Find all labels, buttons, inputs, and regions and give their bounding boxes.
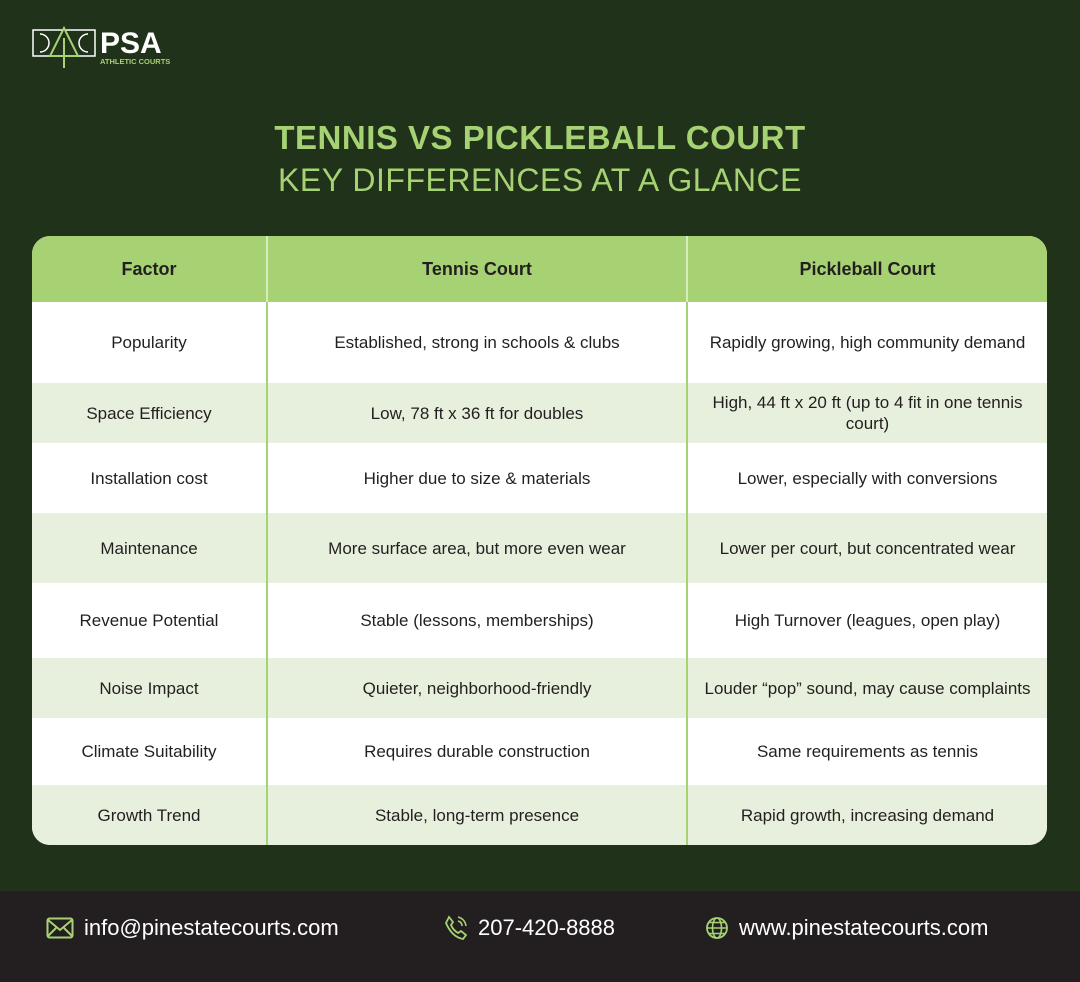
website-text[interactable]: www.pinestatecourts.com xyxy=(739,915,989,940)
table-row xyxy=(32,383,1047,443)
pickleball-cell: Lower per court, but concentrated wear xyxy=(719,538,1016,558)
footer xyxy=(0,891,1080,982)
tennis-cell: Low, 78 ft x 36 ft for doubles xyxy=(266,383,688,443)
factor-cell: Revenue Potential xyxy=(79,611,219,630)
table-row xyxy=(32,785,1047,845)
factor-cell: Space Efficiency xyxy=(86,403,212,423)
phone-text[interactable]: 207-420-8888 xyxy=(478,915,616,940)
table-row xyxy=(32,658,1047,718)
table-row xyxy=(32,513,1047,583)
svg-text:PSA: PSA xyxy=(100,27,162,60)
title-line1: TENNIS VS PICKLEBALL COURT xyxy=(274,119,806,156)
tennis-cell: Requires durable construction xyxy=(266,718,688,785)
tennis-cell: Stable, long-term presence xyxy=(266,785,688,845)
comparison-table xyxy=(32,236,1047,845)
pickleball-cell: Same requirements as tennis xyxy=(756,742,979,761)
factor-cell: Popularity xyxy=(111,333,187,352)
tennis-cell: Established, strong in schools & clubs xyxy=(266,302,688,383)
pickleball-cell: Lower, especially with conversions xyxy=(737,468,998,488)
table-row xyxy=(32,302,1047,383)
psa-logo xyxy=(32,26,217,71)
table-header xyxy=(32,236,1047,302)
page-title xyxy=(0,118,1080,202)
table-row xyxy=(32,718,1047,785)
pickleball-cell: High Turnover (leagues, open play) xyxy=(734,611,1001,630)
pickleball-cell: Rapidly growing, high community demand xyxy=(709,333,1026,352)
factor-cell: Growth Trend xyxy=(97,805,201,825)
email-text[interactable]: info@pinestatecourts.com xyxy=(84,915,339,940)
tennis-cell: More surface area, but more even wear xyxy=(266,513,688,583)
pickleball-cell: High, 44 ft x 20 ft (up to 4 fit in one tennis court) xyxy=(712,393,1023,433)
svg-text:ATHLETIC COURTS: ATHLETIC COURTS xyxy=(100,57,171,66)
header-tennis: Tennis Court xyxy=(266,236,688,302)
envelope-icon xyxy=(46,917,74,939)
pickleball-cell: Louder “pop” sound, may cause complaints xyxy=(704,678,1031,698)
phone-icon xyxy=(444,915,468,941)
footer-email[interactable] xyxy=(46,915,339,941)
title-line2: KEY DIFFERENCES AT A GLANCE xyxy=(278,162,802,198)
header-pickleball: Pickleball Court xyxy=(799,258,936,279)
factor-cell: Noise Impact xyxy=(99,678,199,698)
factor-cell: Installation cost xyxy=(90,468,208,488)
factor-cell: Climate Suitability xyxy=(81,742,217,761)
tennis-cell: Quieter, neighborhood-friendly xyxy=(266,658,688,718)
factor-cell: Maintenance xyxy=(100,538,198,558)
globe-icon xyxy=(705,916,729,940)
footer-website[interactable] xyxy=(705,915,988,941)
tennis-cell: Higher due to size & materials xyxy=(266,443,688,513)
tennis-cell: Stable (lessons, memberships) xyxy=(266,583,688,658)
table-row xyxy=(32,443,1047,513)
table-body xyxy=(32,302,1047,845)
table-row xyxy=(32,583,1047,658)
pickleball-cell: Rapid growth, increasing demand xyxy=(740,805,995,825)
header-factor: Factor xyxy=(121,258,177,279)
footer-phone[interactable] xyxy=(444,915,615,941)
